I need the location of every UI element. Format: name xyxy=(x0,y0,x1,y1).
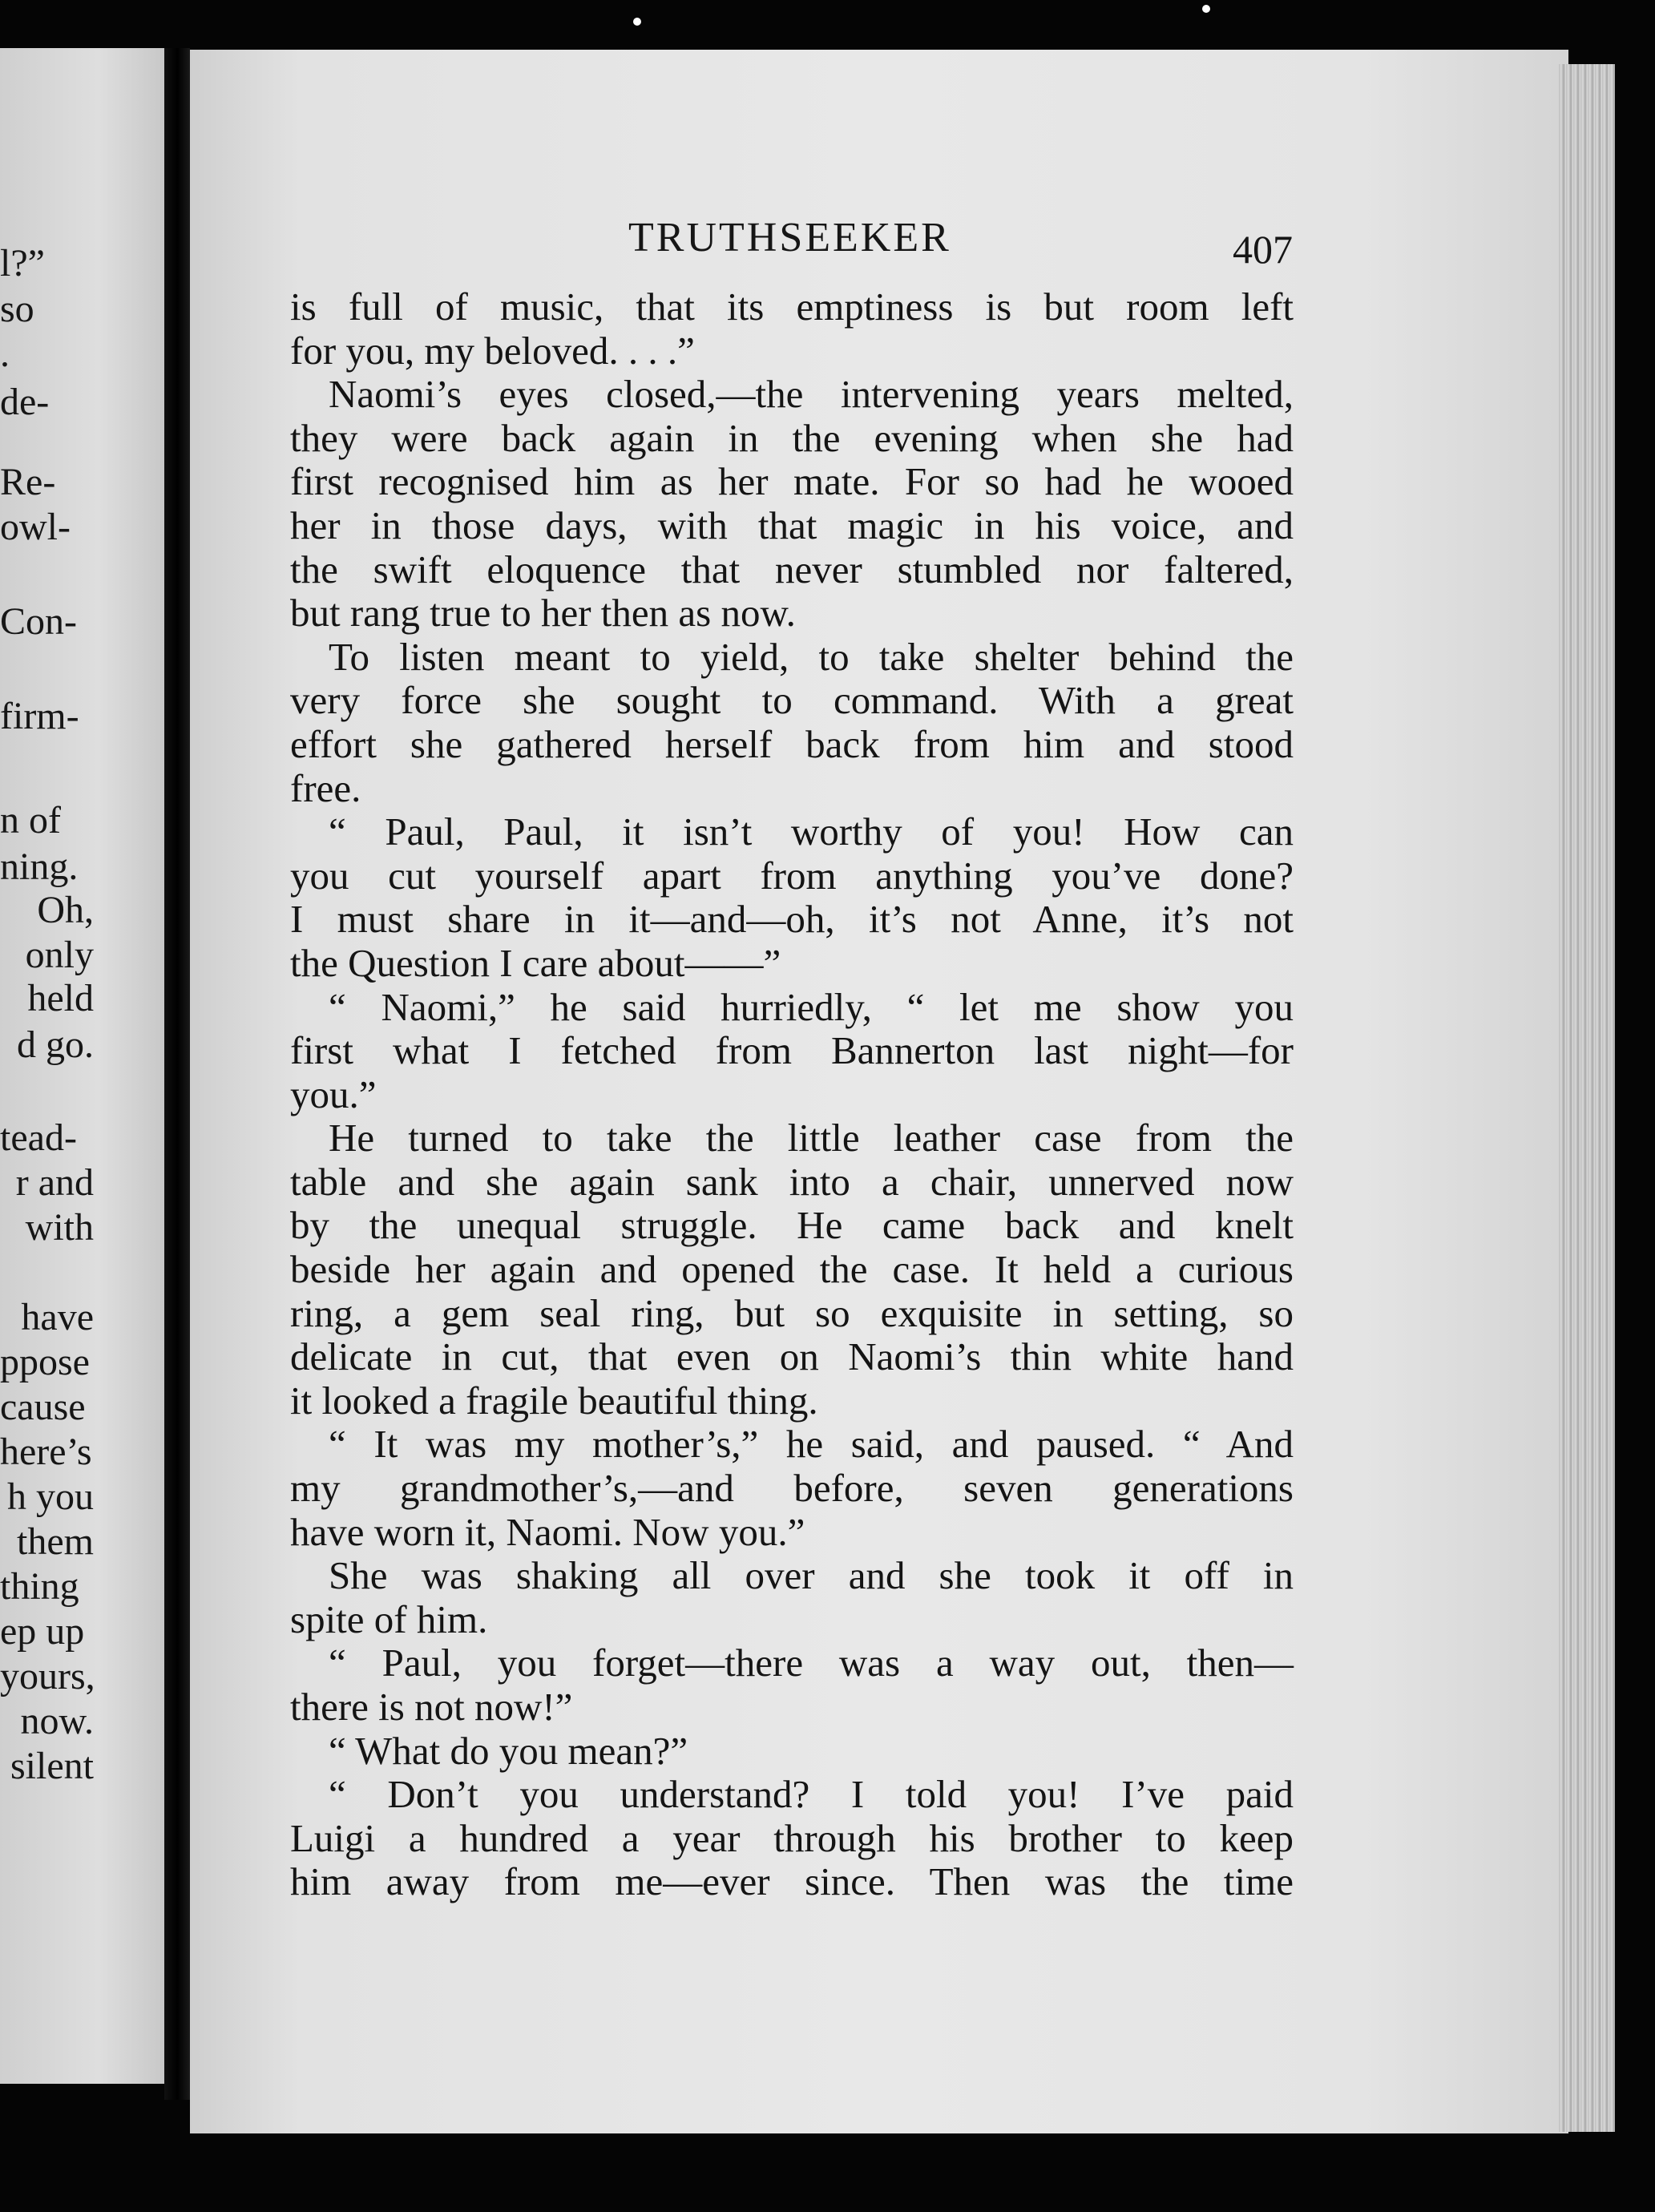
text-line: “ Paul, Paul, it isn’t worthy of you! How can xyxy=(329,809,1294,854)
page-edge-stack xyxy=(1559,64,1615,2132)
left-page-fragment: them xyxy=(17,1520,94,1563)
text-line: effort she gathered herself back from him and stood xyxy=(290,721,1294,766)
left-page-fragment: Con- xyxy=(0,600,77,643)
text-line: free. xyxy=(290,765,361,810)
text-line: Luigi a hundred a year through his brother to keep xyxy=(290,1815,1294,1860)
text-line: the Question I care about——” xyxy=(290,940,781,985)
left-page-fragment: r and xyxy=(15,1161,94,1204)
left-page-fragment: now. xyxy=(20,1700,94,1742)
text-line: ring, a gem seal ring, but so exquisite in setting, so xyxy=(290,1290,1294,1335)
text-line: “ Paul, you forget—there was a way out, then— xyxy=(329,1641,1294,1685)
text-line: To listen meant to yield, to take shelter behind the xyxy=(329,634,1294,679)
left-page-fragment: only xyxy=(25,934,94,976)
left-page-fragment: cause xyxy=(0,1386,86,1428)
text-line: by the unequal struggle. He came back and knelt xyxy=(290,1203,1294,1248)
text-line: beside her again and opened the case. It held a curious xyxy=(290,1247,1294,1292)
left-page-fragment: n of xyxy=(0,799,61,842)
left-facing-page xyxy=(0,48,164,2084)
text-line: you cut yourself apart from anything you’ve done? xyxy=(290,853,1294,898)
left-page-fragment: silent xyxy=(10,1745,94,1787)
left-page-fragment: firm- xyxy=(0,695,79,737)
left-page-fragment: ppose xyxy=(0,1341,90,1383)
left-page-fragment: l?” xyxy=(0,242,45,285)
text-line: him away from me—ever since. Then was the time xyxy=(290,1859,1294,1904)
text-line: you.” xyxy=(290,1072,377,1116)
left-page-fragment: here’s xyxy=(0,1431,92,1473)
text-line: first recognised him as her mate. For so had he wooed xyxy=(290,459,1294,504)
left-page-fragment: ning. xyxy=(0,846,79,888)
text-line: He turned to take the little leather case from the xyxy=(329,1116,1294,1160)
left-page-fragment: thing xyxy=(0,1565,79,1608)
left-page-fragment: h you xyxy=(7,1475,94,1518)
left-page-fragment: have xyxy=(21,1296,94,1338)
text-line: my grandmother’s,—and before, seven generations xyxy=(290,1466,1294,1511)
left-page-fragment: d go. xyxy=(17,1023,94,1066)
text-line: is full of music, that its emptiness is but room left xyxy=(290,285,1294,329)
text-line: spite of him. xyxy=(290,1596,488,1641)
text-line: they were back again in the evening when she had xyxy=(290,415,1294,460)
left-page-fragment: held xyxy=(27,977,94,1019)
left-page-fragment: owl- xyxy=(0,506,71,548)
scan-speck xyxy=(1202,5,1210,13)
left-page-fragment: Oh, xyxy=(37,889,94,931)
text-line: for you, my beloved. . . .” xyxy=(290,328,695,373)
text-line: very force she sought to command. With a great xyxy=(290,678,1294,723)
text-line: “ What do you mean?” xyxy=(329,1728,688,1773)
left-page-fragment: so xyxy=(0,288,34,330)
left-page-fragment: with xyxy=(25,1206,94,1249)
text-line: it looked a fragile beautiful thing. xyxy=(290,1378,818,1423)
scan-speck xyxy=(633,18,641,26)
text-line: have worn it, Naomi. Now you.” xyxy=(290,1509,805,1554)
text-line: there is not now!” xyxy=(290,1685,573,1729)
body-text xyxy=(290,285,1294,1904)
left-page-fragment: tead- xyxy=(0,1116,77,1159)
left-page-fragment: yours, xyxy=(0,1655,95,1697)
text-line: Naomi’s eyes closed,—the intervening years melted, xyxy=(329,372,1294,417)
text-line: delicate in cut, that even on Naomi’s thin white hand xyxy=(290,1334,1294,1379)
running-head: TRUTHSEEKER xyxy=(628,215,951,260)
text-line: “ Naomi,” he said hurriedly, “ let me show you xyxy=(329,984,1294,1029)
book-gutter xyxy=(164,48,190,2100)
text-line: her in those days, with that magic in his voice, and xyxy=(290,503,1294,547)
text-line: I must share in it—and—oh, it’s not Anne, it’s not xyxy=(290,897,1294,942)
text-line: “ Don’t you understand? I told you! I’ve paid xyxy=(329,1772,1294,1817)
page-number: 407 xyxy=(1233,227,1293,272)
text-line: She was shaking all over and she took it off in xyxy=(329,1553,1294,1598)
left-page-fragment: de- xyxy=(0,381,50,423)
left-page-fragment: . xyxy=(0,333,10,375)
text-line: first what I fetched from Bannerton last night—for xyxy=(290,1028,1294,1073)
text-line: “ It was my mother’s,” he said, and paused. “ And xyxy=(329,1422,1294,1467)
left-page-fragment: Re- xyxy=(0,461,56,503)
text-line: table and she again sank into a chair, unnerved now xyxy=(290,1159,1294,1204)
text-line: but rang true to her then as now. xyxy=(290,591,796,636)
left-page-fragment: ep up xyxy=(0,1610,85,1653)
text-line: the swift eloquence that never stumbled nor faltered, xyxy=(290,547,1294,591)
